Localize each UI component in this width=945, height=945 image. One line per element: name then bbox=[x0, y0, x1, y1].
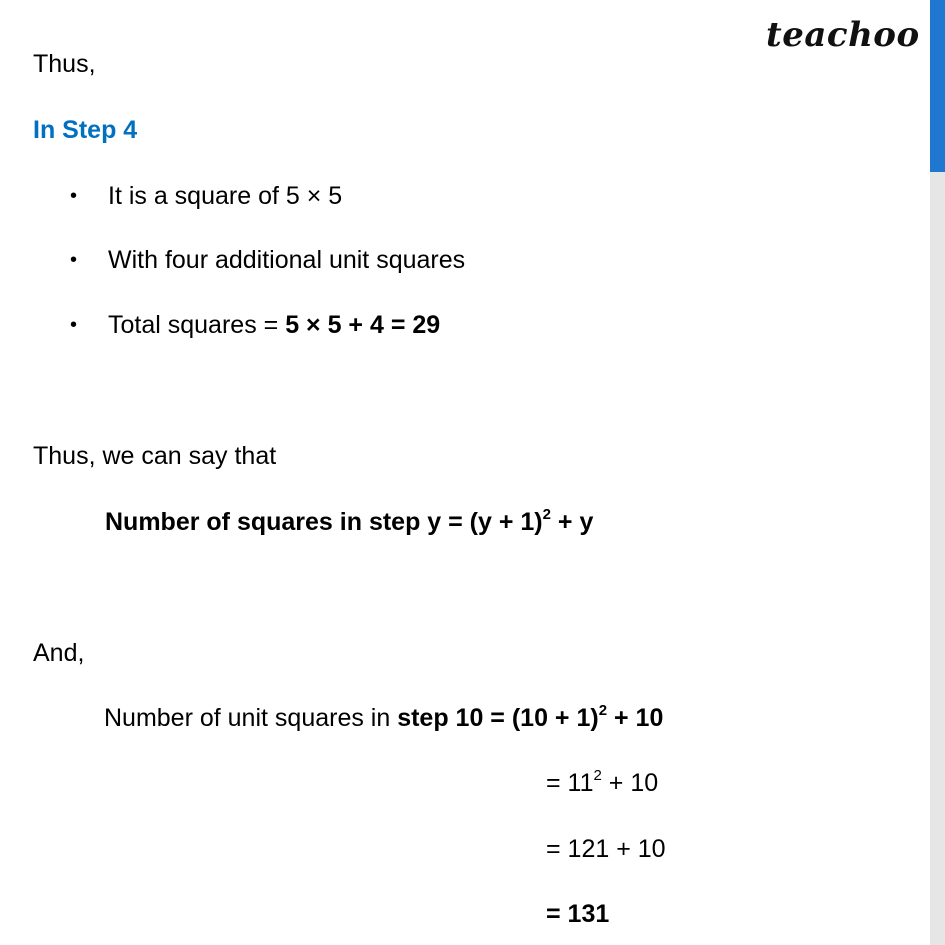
formula-rhs: + y bbox=[550, 508, 594, 536]
calc-prefix: Number of unit squares in bbox=[104, 704, 398, 732]
thus-say-text: Thus, we can say that bbox=[33, 442, 277, 470]
bullet-text: It is a square of 5 × 5 bbox=[108, 182, 343, 210]
calc-line-2-exponent: 2 bbox=[593, 767, 602, 784]
total-expression: 5 × 5 + 4 = 29 bbox=[285, 311, 441, 339]
and-text: And, bbox=[33, 639, 85, 667]
bullet-dot: • bbox=[70, 314, 78, 336]
bullet-text bbox=[108, 313, 440, 338]
calc-line-1 bbox=[104, 702, 664, 732]
calc-line-3: = 121 + 10 bbox=[546, 835, 666, 863]
calc-line-2-tail: + 10 bbox=[601, 769, 659, 797]
step-heading: In Step 4 bbox=[33, 116, 138, 144]
calc-tail: + 10 bbox=[607, 704, 664, 732]
calc-line-2-base: = 11 bbox=[546, 769, 594, 797]
scrollbar-thumb[interactable] bbox=[930, 0, 945, 172]
calc-result: = 131 bbox=[546, 900, 610, 928]
calc-line-2 bbox=[546, 767, 659, 797]
bullet-dot: • bbox=[70, 185, 78, 207]
bullet-label: Total squares = bbox=[108, 311, 286, 339]
formula-exponent: 2 bbox=[542, 506, 551, 523]
calc-exponent: 2 bbox=[598, 702, 608, 719]
formula-lhs: Number of squares in step y = (y + 1) bbox=[105, 508, 543, 536]
thus-text: Thus, bbox=[33, 50, 96, 78]
teachoo-logo: teachoo bbox=[766, 15, 920, 55]
general-formula bbox=[105, 506, 594, 536]
bullet-dot: • bbox=[70, 249, 78, 271]
calc-step: step 10 = (10 + 1) bbox=[397, 704, 599, 732]
bullet-text: With four additional unit squares bbox=[108, 246, 466, 274]
